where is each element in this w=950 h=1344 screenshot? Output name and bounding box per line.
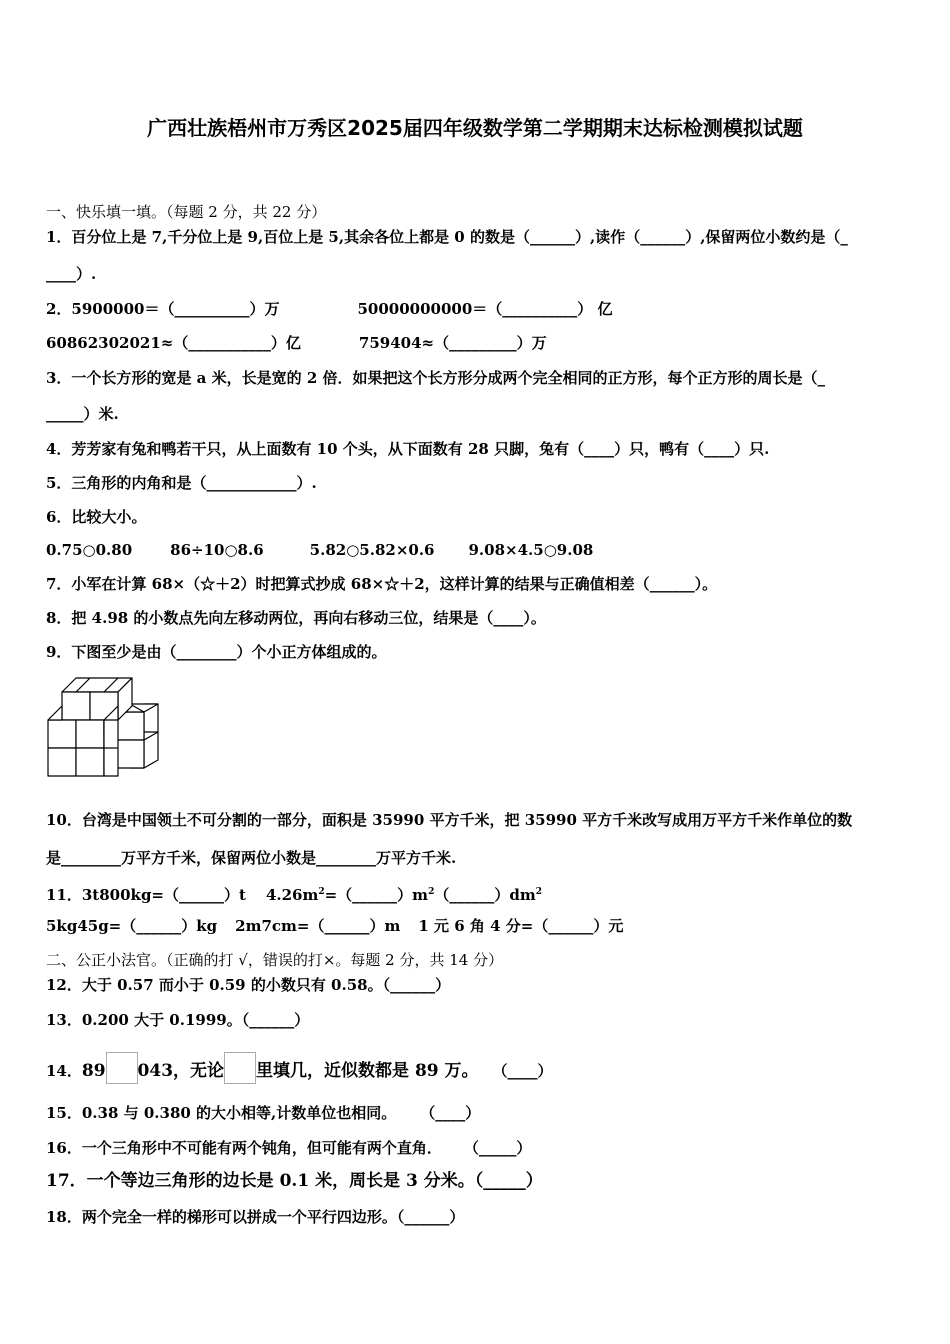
q6-item: 5.82○5.82×0.6 <box>309 541 435 559</box>
q5: 5．三角形的内角和是（____________）. <box>46 474 317 492</box>
q14-part2: 043，无论 <box>137 1061 225 1081</box>
q4: 4．芳芳家有兔和鸭若干只，从上面数有 10 个头，从下面数有 28 只脚，兔有（____）只，鸭有（____）只. <box>46 440 770 458</box>
q14-number: 14． <box>46 1062 82 1080</box>
q11-b-mid: =（______）m <box>324 886 429 904</box>
q15 <box>46 1103 480 1123</box>
q11-b-sup2: 2 <box>428 887 435 897</box>
q11-row2 <box>46 916 623 936</box>
q2-c: 60862302021≈（___________）亿 <box>46 334 301 352</box>
q16 <box>46 1138 531 1158</box>
q14-part1: 89 <box>81 1061 106 1081</box>
answer-box[interactable] <box>224 1052 256 1084</box>
q11-c: 5kg45g=（______）kg <box>46 917 218 935</box>
q13: 13．0.200 大于 0.1999。（______） <box>46 1011 310 1029</box>
section-1-heading: 一、快乐填一填。（每题 2 分，共 22 分） <box>46 203 327 221</box>
q11-b-sup3: 2 <box>535 887 542 897</box>
q10-line2: 是________万平方千米，保留两位小数是________万平方千米. <box>46 849 457 867</box>
q1-line1: 1．百分位上是 7,千分位上是 9,百位上是 5,其余各位上都是 0 的数是（______）,读作（______）,保留两位小数约是（_ <box>46 228 848 246</box>
q2-row1 <box>46 299 613 319</box>
q11-b-post: （______）dm <box>434 886 536 904</box>
q18: 18．两个完全一样的梯形可以拼成一个平行四边形。（______） <box>46 1208 465 1226</box>
q1-line2: ____）. <box>46 265 97 283</box>
q6-item: 0.75○0.80 <box>46 541 133 559</box>
q11-b-sup: 2 <box>318 887 325 897</box>
q11-d: 2m7cm=（______）m <box>235 917 401 935</box>
q8: 8．把 4.98 的小数点先向左移动两位，再向右移动三位，结果是（____）。 <box>46 609 546 627</box>
q2-b: 50000000000＝（__________） 亿 <box>357 300 613 318</box>
q2-d: 759404≈（_________）万 <box>358 334 547 352</box>
q15-text: 15．0.38 与 0.380 的大小相等,计数单位也相同。 <box>46 1104 397 1122</box>
q6-item: 9.08×4.5○9.08 <box>468 541 594 559</box>
q16-text: 16．一个三角形中不可能有两个钝角，但可能有两个直角． <box>46 1139 442 1157</box>
q3-line2: _____）米. <box>46 405 119 423</box>
q9: 9．下图至少是由（________）个小正方体组成的。 <box>46 643 387 661</box>
q11-e: 1 元 6 角 4 分=（______）元 <box>418 917 624 935</box>
q11-b-pre: 4.26m <box>265 886 319 904</box>
q6-item: 86÷10○8.6 <box>170 541 264 559</box>
q11-a: 11．3t800kg=（______）t <box>46 886 246 904</box>
q6-items <box>46 540 593 560</box>
cube-stack-figure <box>46 676 162 786</box>
q12: 12．大于 0.57 而小于 0.59 的小数只有 0.58。（______） <box>46 976 451 994</box>
q15-blank: （____） <box>420 1104 481 1122</box>
q7: 7．小军在计算 68×（☆＋2）时把算式抄成 68×☆＋2，这样计算的结果与正确值相差（______）。 <box>46 575 718 593</box>
q11-row1 <box>46 882 542 905</box>
q3-line1: 3．一个长方形的宽是 a 米，长是宽的 2 倍．如果把这个长方形分成两个完全相同的正方形，每个正方形的周长是（_ <box>46 369 825 387</box>
page-title: 广西壮族梧州市万秀区2025届四年级数学第二学期期末达标检测模拟试题 <box>147 116 803 140</box>
section-2-heading: 二、公正小法官。（正确的打 √，错误的打×。每题 2 分，共 14 分） <box>46 951 504 969</box>
answer-box[interactable] <box>106 1052 138 1084</box>
q10-line1: 10．台湾是中国领土不可分割的一部分，面积是 35990 平方千米，把 35990 平方千米改写成用万平方千米作单位的数 <box>46 811 853 829</box>
q6: 6．比较大小。 <box>46 508 147 526</box>
q14-blank: （____） <box>492 1062 553 1080</box>
q14-part3: 里填几，近似数都是 89 万。 <box>256 1061 479 1081</box>
q14 <box>46 1052 553 1084</box>
q2-a: 2．5900000＝（__________）万 <box>46 300 280 318</box>
q2-row2 <box>46 333 547 353</box>
q16-blank: （_____） <box>463 1139 532 1157</box>
q17: 17．一个等边三角形的边长是 0.1 米，周长是 3 分米。（_____） <box>46 1171 543 1191</box>
